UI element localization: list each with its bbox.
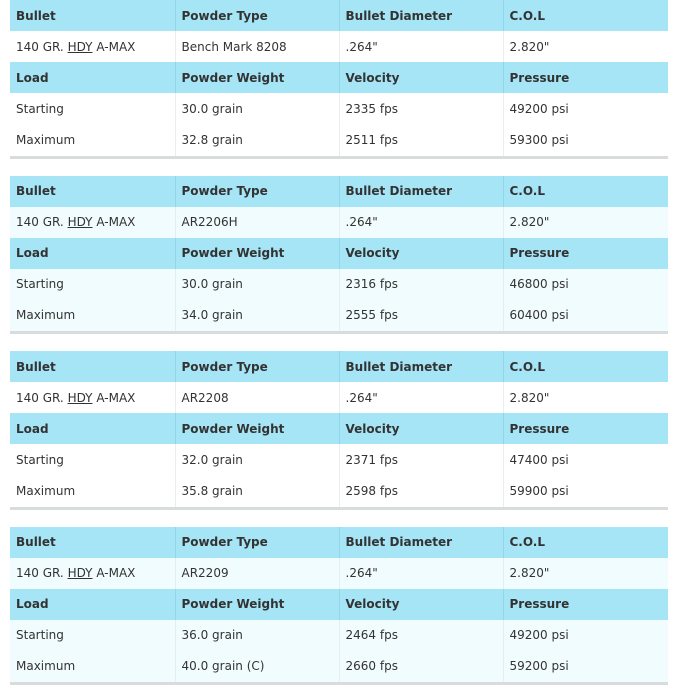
- load-cell: Maximum: [10, 651, 175, 684]
- pressure-cell: 59900 psi: [503, 475, 668, 508]
- bullet-brand-abbreviation: HDY: [67, 215, 93, 229]
- pressure-cell: 47400 psi: [503, 444, 668, 475]
- starting-load-row: [10, 269, 668, 300]
- load-header-row: [10, 589, 668, 620]
- bullet-info-row: [10, 382, 668, 413]
- velocity-column-header: Velocity: [339, 62, 503, 93]
- bullet-info-row: [10, 558, 668, 589]
- load-data-table: [10, 0, 668, 159]
- bullet-suffix: A-MAX: [92, 566, 136, 580]
- powder-type-column-header: Powder Type: [175, 176, 339, 207]
- powder-type-column-header: Powder Type: [175, 0, 339, 31]
- bullet-diameter-column-header: Bullet Diameter: [339, 176, 503, 207]
- load-header-row: [10, 238, 668, 269]
- load-header-row: [10, 413, 668, 444]
- starting-load-row: [10, 93, 668, 124]
- load-data-table: [10, 351, 668, 510]
- powder-weight-cell: 30.0 grain: [175, 93, 339, 124]
- bullet-cell: [10, 382, 175, 413]
- velocity-cell: 2371 fps: [339, 444, 503, 475]
- powder-weight-cell: 40.0 grain (C): [175, 651, 339, 684]
- powder-type-column-header: Powder Type: [175, 351, 339, 382]
- bullet-prefix: 140 GR.: [16, 566, 68, 580]
- bullet-diameter-cell: .264": [339, 207, 503, 238]
- col-cell: 2.820": [503, 207, 668, 238]
- col-column-header: C.O.L: [503, 176, 668, 207]
- col-cell: 2.820": [503, 382, 668, 413]
- col-cell: 2.820": [503, 31, 668, 62]
- col-column-header: C.O.L: [503, 0, 668, 31]
- bullet-info-row: [10, 207, 668, 238]
- load-cell: Starting: [10, 444, 175, 475]
- load-cell: Maximum: [10, 475, 175, 508]
- load-cell: Starting: [10, 620, 175, 651]
- velocity-cell: 2598 fps: [339, 475, 503, 508]
- bullet-suffix: A-MAX: [92, 39, 136, 54]
- pressure-cell: 59300 psi: [503, 124, 668, 157]
- pressure-cell: 60400 psi: [503, 300, 668, 333]
- powder-weight-column-header: Powder Weight: [175, 238, 339, 269]
- bullet-diameter-column-header: Bullet Diameter: [339, 527, 503, 558]
- pressure-cell: 49200 psi: [503, 93, 668, 124]
- pressure-column-header: Pressure: [503, 589, 668, 620]
- velocity-cell: 2316 fps: [339, 269, 503, 300]
- bullet-prefix: 140 GR.: [16, 215, 68, 229]
- bullet-prefix: 140 GR.: [16, 39, 68, 54]
- velocity-column-header: Velocity: [339, 589, 503, 620]
- bullet-brand-abbreviation: HDY: [67, 566, 93, 580]
- powder-weight-cell: 36.0 grain: [175, 620, 339, 651]
- bullet-column-header: Bullet: [10, 527, 175, 558]
- bullet-header-row: [10, 0, 668, 31]
- pressure-cell: 49200 psi: [503, 620, 668, 651]
- powder-type-cell: AR2208: [175, 382, 339, 413]
- bullet-diameter-cell: .264": [339, 382, 503, 413]
- bullet-column-header: Bullet: [10, 0, 175, 31]
- bullet-header-row: [10, 176, 668, 207]
- bullet-diameter-column-header: Bullet Diameter: [339, 0, 503, 31]
- bullet-column-header: Bullet: [10, 176, 175, 207]
- bullet-prefix: 140 GR.: [16, 390, 68, 405]
- load-header-row: [10, 62, 668, 93]
- velocity-cell: 2464 fps: [339, 620, 503, 651]
- bullet-cell: [10, 207, 175, 238]
- bullet-diameter-cell: .264": [339, 31, 503, 62]
- pressure-column-header: Pressure: [503, 238, 668, 269]
- load-column-header: Load: [10, 589, 175, 620]
- pressure-column-header: Pressure: [503, 62, 668, 93]
- velocity-cell: 2335 fps: [339, 93, 503, 124]
- maximum-load-row: [10, 300, 668, 333]
- powder-weight-cell: 32.0 grain: [175, 444, 339, 475]
- bullet-cell: [10, 31, 175, 62]
- powder-weight-cell: 35.8 grain: [175, 475, 339, 508]
- pressure-cell: 46800 psi: [503, 269, 668, 300]
- velocity-cell: 2555 fps: [339, 300, 503, 333]
- velocity-column-header: Velocity: [339, 413, 503, 444]
- powder-weight-column-header: Powder Weight: [175, 413, 339, 444]
- bullet-column-header: Bullet: [10, 351, 175, 382]
- load-column-header: Load: [10, 238, 175, 269]
- velocity-cell: 2511 fps: [339, 124, 503, 157]
- load-cell: Maximum: [10, 300, 175, 333]
- powder-type-cell: AR2206H: [175, 207, 339, 238]
- load-data-table: [10, 527, 668, 686]
- load-data-tables: [10, 0, 668, 685]
- powder-weight-cell: 32.8 grain: [175, 124, 339, 157]
- bullet-header-row: [10, 527, 668, 558]
- pressure-cell: 59200 psi: [503, 651, 668, 684]
- bullet-diameter-cell: .264": [339, 558, 503, 589]
- powder-type-column-header: Powder Type: [175, 527, 339, 558]
- maximum-load-row: [10, 124, 668, 157]
- maximum-load-row: [10, 475, 668, 508]
- col-cell: 2.820": [503, 558, 668, 589]
- pressure-column-header: Pressure: [503, 413, 668, 444]
- bullet-info-row: [10, 31, 668, 62]
- bullet-suffix: A-MAX: [92, 215, 136, 229]
- velocity-column-header: Velocity: [339, 238, 503, 269]
- powder-weight-cell: 30.0 grain: [175, 269, 339, 300]
- bullet-brand-abbreviation: HDY: [67, 390, 93, 405]
- powder-weight-column-header: Powder Weight: [175, 589, 339, 620]
- bullet-brand-abbreviation: HDY: [67, 39, 93, 54]
- load-cell: Starting: [10, 269, 175, 300]
- bullet-cell: [10, 558, 175, 589]
- load-data-table: [10, 176, 668, 335]
- powder-type-cell: Bench Mark 8208: [175, 31, 339, 62]
- maximum-load-row: [10, 651, 668, 684]
- col-column-header: C.O.L: [503, 527, 668, 558]
- starting-load-row: [10, 620, 668, 651]
- col-column-header: C.O.L: [503, 351, 668, 382]
- bullet-suffix: A-MAX: [92, 390, 136, 405]
- velocity-cell: 2660 fps: [339, 651, 503, 684]
- load-cell: Starting: [10, 93, 175, 124]
- load-column-header: Load: [10, 413, 175, 444]
- powder-weight-cell: 34.0 grain: [175, 300, 339, 333]
- powder-weight-column-header: Powder Weight: [175, 62, 339, 93]
- bullet-diameter-column-header: Bullet Diameter: [339, 351, 503, 382]
- bullet-header-row: [10, 351, 668, 382]
- load-cell: Maximum: [10, 124, 175, 157]
- powder-type-cell: AR2209: [175, 558, 339, 589]
- starting-load-row: [10, 444, 668, 475]
- load-column-header: Load: [10, 62, 175, 93]
